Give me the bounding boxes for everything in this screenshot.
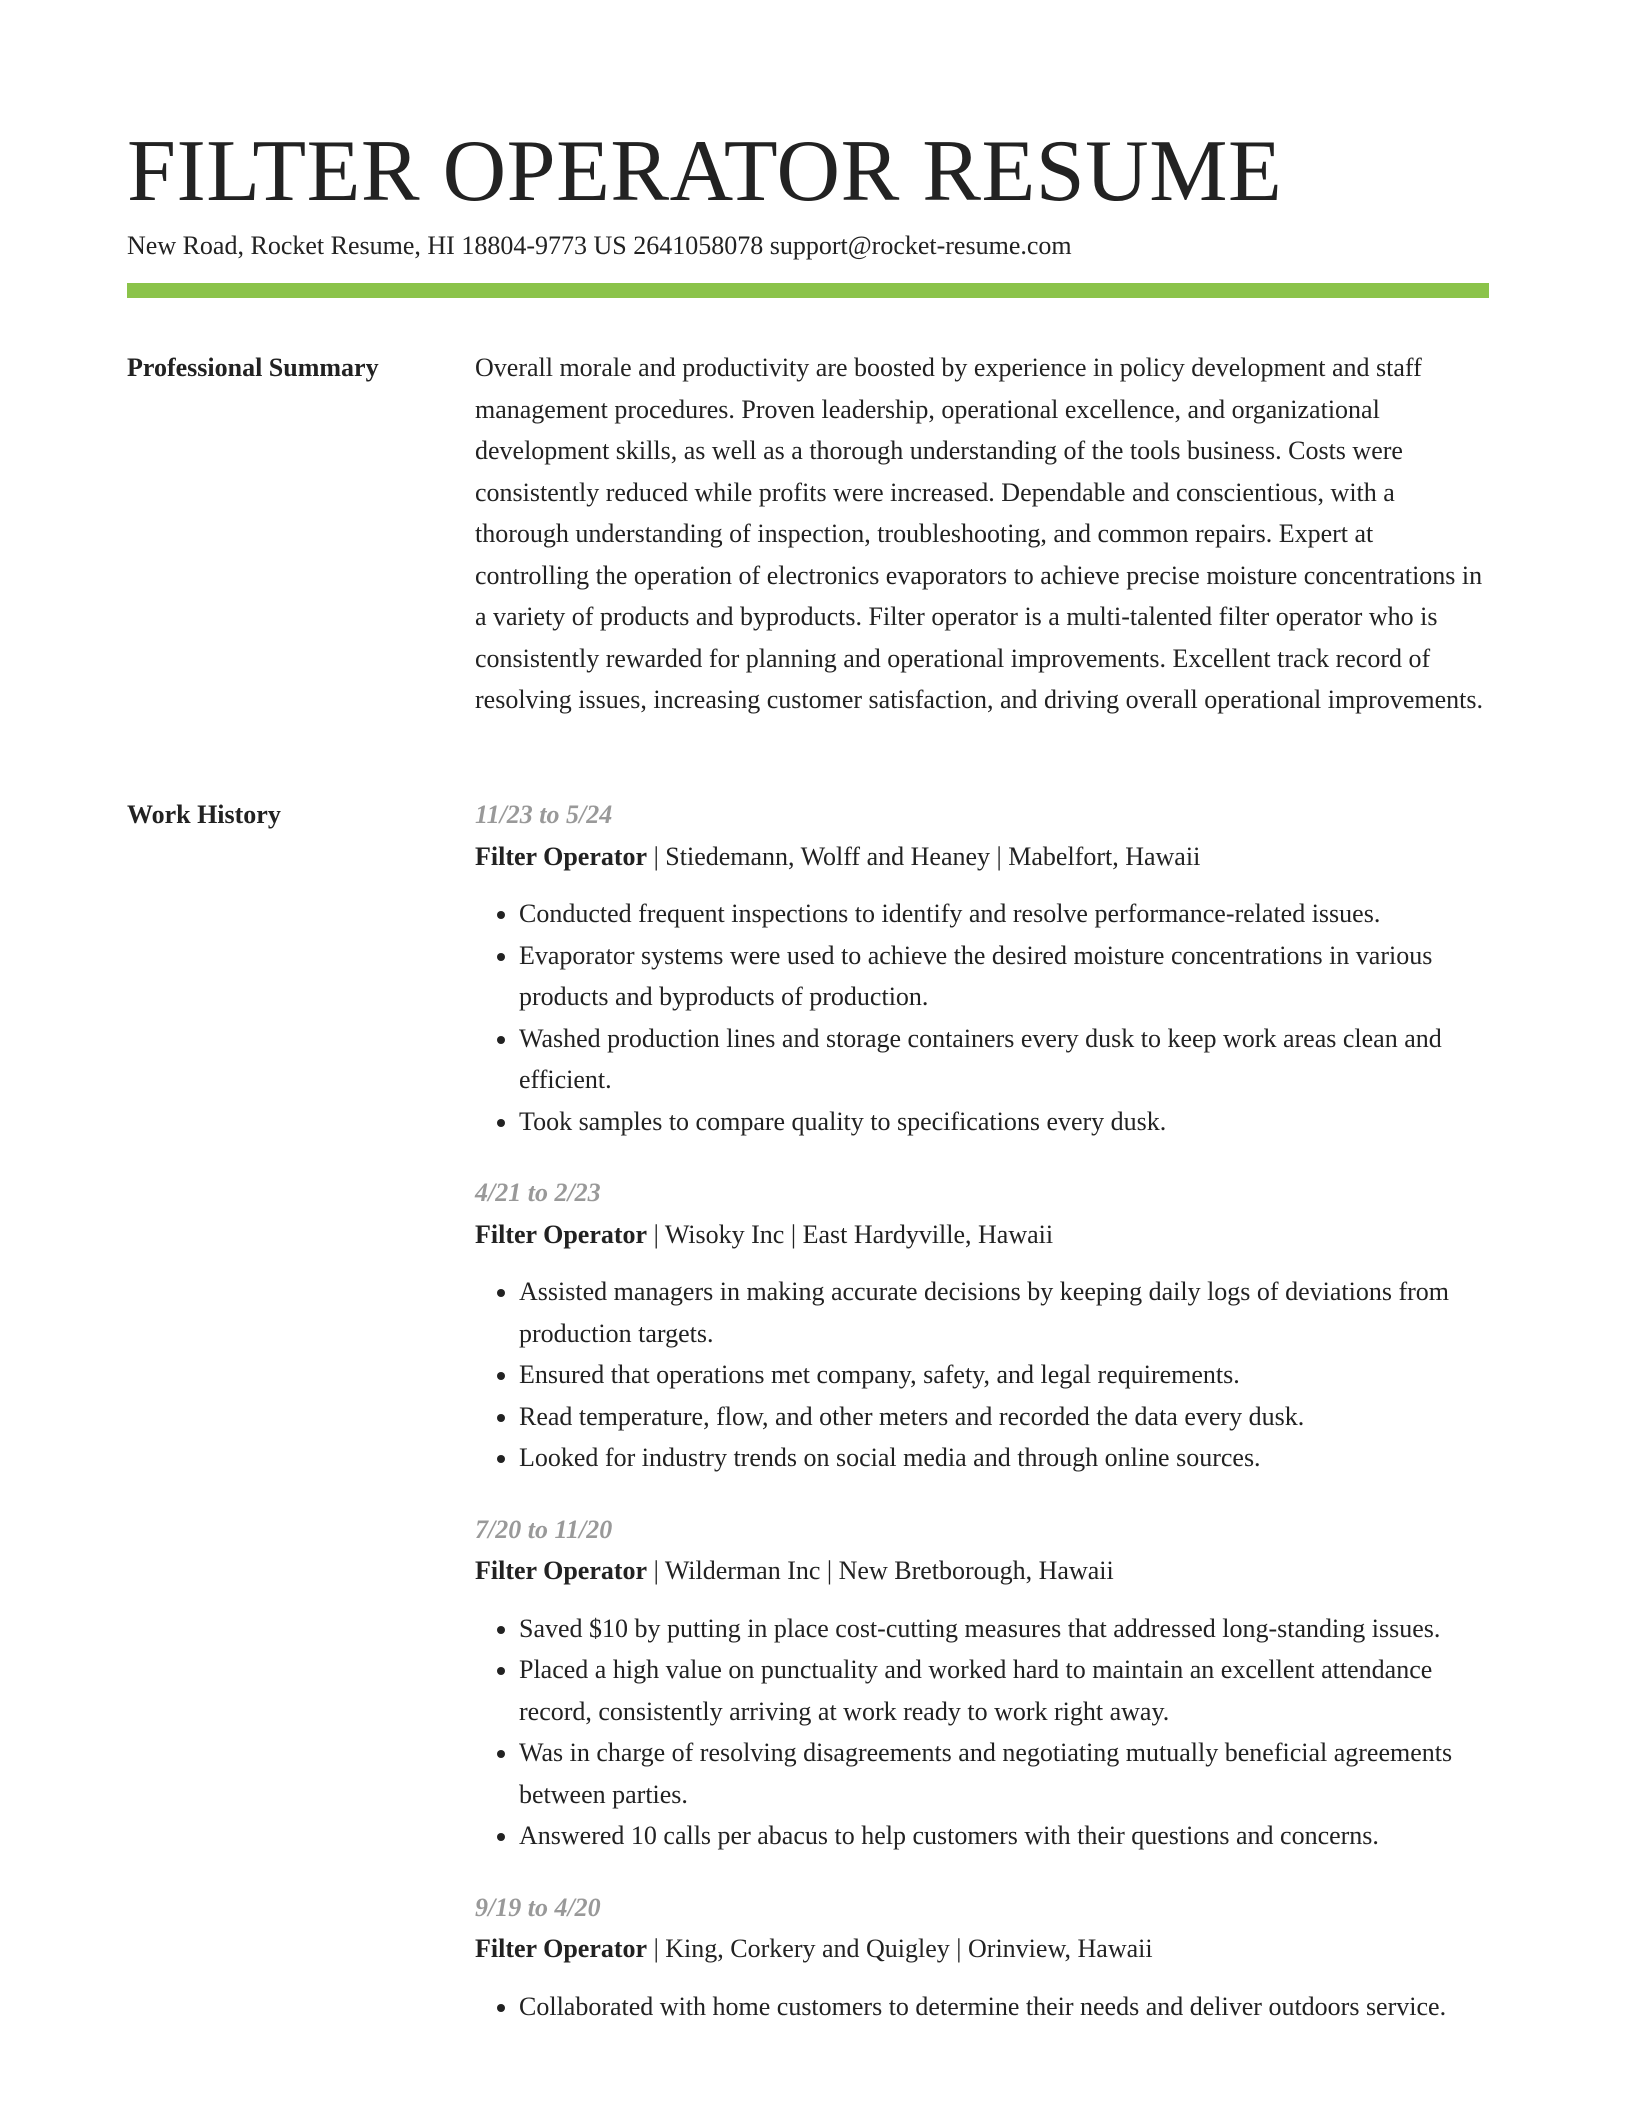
job-company: Wisoky Inc — [664, 1219, 785, 1249]
job-heading — [475, 1550, 1491, 1592]
job-duty-item: • Evaporator systems were used to achieve the desired moisture concentrations in various products and byproducts of production. — [519, 935, 1491, 1018]
job-separator: | — [647, 1556, 665, 1585]
job-title: Filter Operator — [475, 1556, 648, 1585]
job-company: King, Corkery and Quigley — [665, 1934, 950, 1963]
job-separator: | — [647, 1219, 665, 1249]
job-location: Orinview, Hawaii — [968, 1934, 1153, 1963]
section-label-professional-summary: Professional Summary — [127, 353, 379, 382]
job-duty-item: • Ensured that operations met company, safety, and legal requirements. — [519, 1354, 1491, 1396]
job-duties — [475, 893, 1491, 1142]
job-separator: | — [647, 841, 666, 871]
job-separator: | — [647, 1934, 666, 1963]
job-separator: | — [784, 1219, 803, 1249]
header-divider — [127, 283, 1489, 298]
job-heading — [475, 836, 1491, 878]
work-history-list — [475, 794, 1491, 2057]
job-duty-item: • Washed production lines and storage containers every dusk to keep work areas clean and efficient. — [519, 1018, 1491, 1101]
job-duty-item: • Placed a high value on punctuality and worked hard to maintain an excellent attendance record, consistently arriving at work ready to work right away. — [519, 1649, 1491, 1732]
job-heading — [475, 1214, 1491, 1256]
job-dates: 9/19 to 4/20 — [475, 1892, 601, 1922]
job-duty-item: • Collaborated with home customers to determine their needs and deliver outdoors service. — [519, 1986, 1491, 2028]
job-duty-item: • Was in charge of resolving disagreements and negotiating mutually beneficial agreements between parties. — [519, 1732, 1491, 1815]
job-separator: | — [949, 1934, 969, 1963]
job-title: Filter Operator — [475, 1219, 648, 1249]
job-title: Filter Operator — [475, 841, 648, 871]
contact-line: New Road, Rocket Resume, HI 18804-9773 US 2641058078 support@rocket-resume.com — [127, 231, 1072, 260]
resume-title: FILTER OPERATOR RESUME — [127, 123, 1283, 220]
job-duty-item: • Answered 10 calls per abacus to help customers with their questions and concerns. — [519, 1815, 1491, 1857]
job-duty-item: • Read temperature, flow, and other meters and recorded the data every dusk. — [519, 1396, 1491, 1438]
job-duties — [475, 1608, 1491, 1857]
job-company: Stiedemann, Wolff and Heaney — [665, 841, 991, 871]
job-entry — [475, 1172, 1491, 1479]
job-location: East Hardyville, Hawaii — [802, 1219, 1054, 1249]
job-duty-item: • Looked for industry trends on social media and through online sources. — [519, 1437, 1491, 1479]
job-duty-item: • Assisted managers in making accurate decisions by keeping daily logs of deviations from production targets. — [519, 1271, 1491, 1354]
job-duties — [475, 1986, 1491, 2028]
job-company: Wilderman Inc — [664, 1556, 821, 1585]
job-location: Mabelfort, Hawaii — [1008, 841, 1201, 871]
summary-paragraph: Overall morale and productivity are boosted by experience in policy development and staff management procedures. Proven leadership, operational excellence, and organizational development skills, as well as a thorough understanding of the tools business. Costs were consistently reduced while profits were increased. Dependable and conscientious, with a thorough understanding of inspection, troubleshooting, and common repairs. Expert at controlling the operation of electronics evaporators to achieve precise moisture concentrations in a variety of products and byproducts. Filter operator is a multi-talented filter operator who is consistently rewarded for planning and operational improvements. Excellent track record of resolving issues, increasing customer satisfaction, and driving overall operational improvements. — [475, 353, 1483, 714]
job-entry — [475, 794, 1491, 1142]
job-dates: 4/21 to 2/23 — [475, 1178, 601, 1207]
job-duties — [475, 1271, 1491, 1479]
section-label-work-history: Work History — [127, 800, 281, 829]
job-title: Filter Operator — [475, 1934, 648, 1963]
job-separator: | — [820, 1556, 839, 1585]
job-entry — [475, 1509, 1491, 1857]
job-dates: 11/23 to 5/24 — [475, 800, 613, 829]
job-duty-item: • Conducted frequent inspections to identify and resolve performance-related issues. — [519, 893, 1491, 935]
job-entry — [475, 1887, 1491, 2028]
job-duty-item: • Took samples to compare quality to specifications every dusk. — [519, 1101, 1491, 1143]
job-dates: 7/20 to 11/20 — [475, 1514, 613, 1544]
job-location: New Bretborough, Hawaii — [838, 1556, 1114, 1585]
job-duty-item: • Saved $10 by putting in place cost-cutting measures that addressed long-standing issues. — [519, 1608, 1491, 1650]
professional-summary — [475, 347, 1491, 721]
job-separator: | — [990, 841, 1009, 871]
job-heading — [475, 1928, 1491, 1970]
